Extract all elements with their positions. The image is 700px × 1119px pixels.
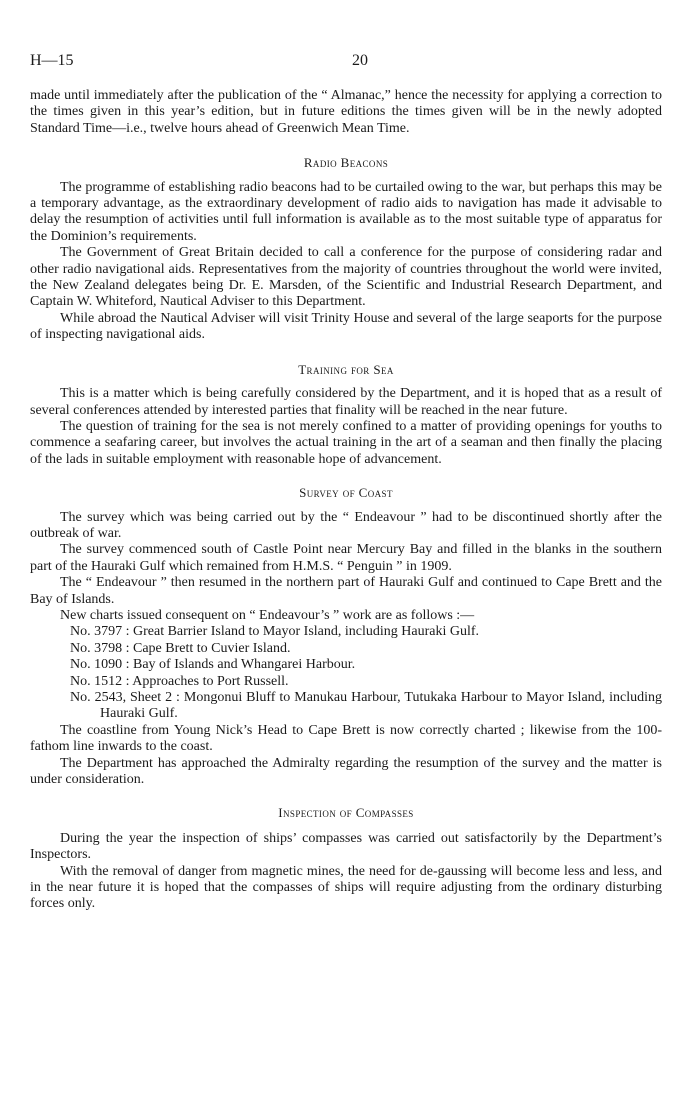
survey-paragraph: The “ Endeavour ” then resumed in the northern part of Hauraki Gulf and continued to Cape Brett and the Bay of Islands. — [30, 575, 662, 607]
training-paragraph: The question of training for the sea is not merely confined to a matter of providing openings for youths to commence a seafaring career, but involves the actual training in the art of a seaman and then finally the placing of the lads in suitable employment with reasonable hope of advancement. — [30, 418, 662, 467]
page-header — [30, 52, 670, 72]
section-heading-survey-of-coast: Survey of Coast — [299, 485, 393, 501]
page-number: 20 — [352, 52, 368, 69]
radio-beacons-paragraph: The programme of establishing radio beacons had to be curtailed owing to the war, but perhaps this may be a temporary advantage, as the extraordinary development of radio aids to navigation has made it advisable to delay the resumption of activities until full information is available as to the most suitable type of apparatus for the Dominion’s requirements. — [30, 179, 662, 244]
intro-paragraph: made until immediately after the publication of the “ Almanac,” hence the necessity for applying a correction to the times given in this year’s edition, but in future editions the times given will be in the newly adopted Standard Time—i.e., twelve hours ahead of Greenwich Mean Time. — [30, 88, 662, 136]
radio-beacons-paragraph: While abroad the Nautical Adviser will visit Trinity House and several of the large seaports for the purpose of inspecting navigational aids. — [30, 310, 662, 343]
compasses-paragraph: With the removal of danger from magnetic mines, the need for de-gaussing will become less and less, and in the near future it is hoped that the compasses of ships will require adjusting from the ordinary disturbing forces only. — [30, 863, 662, 912]
section-heading-training-for-sea: Training for Sea — [298, 361, 394, 377]
section-heading-inspection-of-compasses: Inspection of Compasses — [278, 805, 414, 821]
compasses-paragraph: During the year the inspection of ships’ compasses was carried out satisfactorily by the Department’s Inspectors. — [30, 830, 662, 863]
chart-list-item: No. 3797 : Great Barrier Island to Mayor Island, including Hauraki Gulf. — [70, 624, 480, 640]
survey-paragraph: The Department has approached the Admiralty regarding the resumption of the survey and the matter is under consideration. — [30, 755, 662, 788]
section-heading-radio-beacons: Radio Beacons — [303, 155, 389, 171]
chart-list-item: No. 3798 : Cape Brett to Cuvier Island. — [70, 640, 291, 656]
chart-list-item: No. 2543, Sheet 2 : Mongonui Bluff to Manukau Harbour, Tutukaka Harbour to Mayor Island, including Hauraki Gulf. — [70, 690, 662, 722]
survey-paragraph: The survey which was being carried out by the “ Endeavour ” had to be discontinued shortly after the outbreak of war. — [30, 509, 662, 541]
chart-list-item: No. 1090 : Bay of Islands and Whangarei Harbour. — [70, 657, 356, 673]
radio-beacons-paragraph: The Government of Great Britain decided to call a conference for the purpose of considering radar and other radio navigational aids. Representatives from the majority of countries throughout the world were invited, the New Zealand delegates being Dr. E. Marsden, of the Scientific and Industrial Research Department, and Captain W. Whiteford, Nautical Adviser to this Department. — [30, 245, 662, 310]
survey-paragraph: New charts issued consequent on “ Endeavour’s ” work are as follows :— — [60, 607, 475, 623]
survey-paragraph: The coastline from Young Nick’s Head to Cape Brett is now correctly charted ; likewise from the 100-fathom line inwards to the coast. — [30, 722, 662, 755]
document-reference: H—15 — [30, 52, 74, 69]
survey-paragraph: The survey commenced south of Castle Point near Mercury Bay and filled in the blanks in the southern part of the Hauraki Gulf which remained from H.M.S. “ Penguin ” in 1909. — [30, 542, 662, 574]
chart-list-item: No. 1512 : Approaches to Port Russell. — [70, 673, 289, 689]
training-paragraph: This is a matter which is being carefully considered by the Department, and it is hoped that as a result of several conferences attended by interested parties that finality will be reached in the near future. — [30, 386, 662, 418]
page-body — [30, 88, 662, 913]
